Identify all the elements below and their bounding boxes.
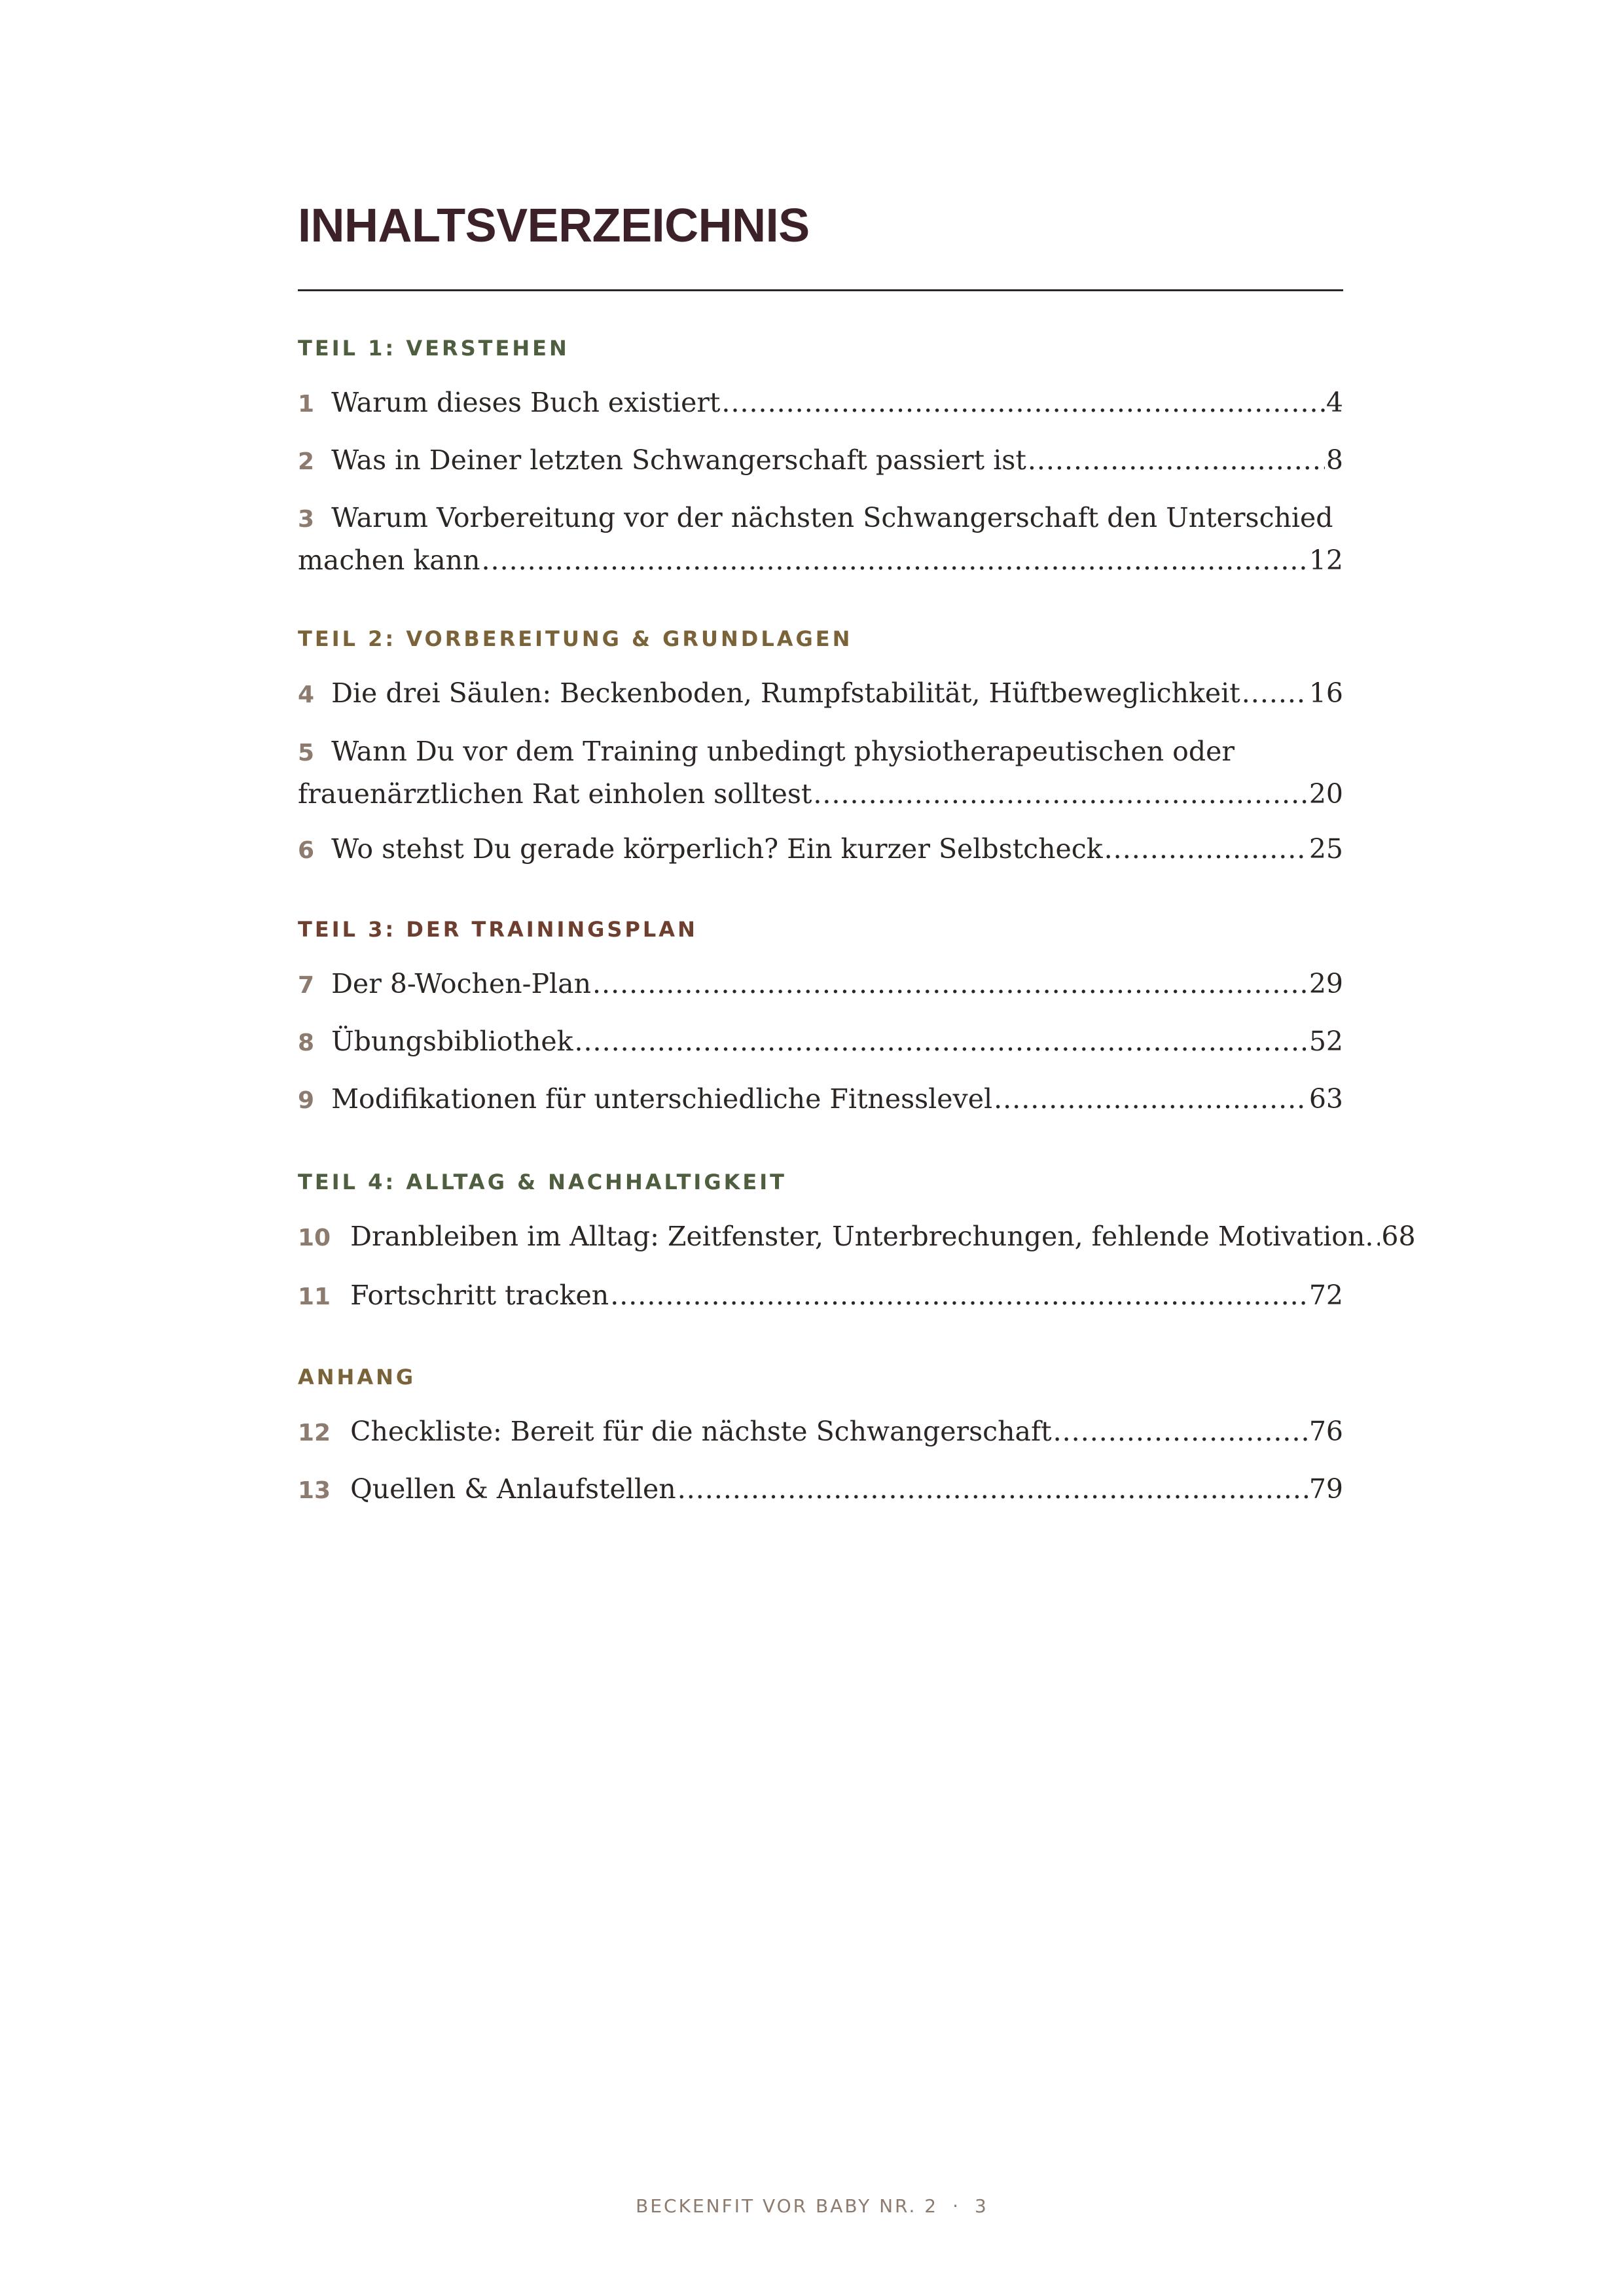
entry-title: Übungsbibliothek [331, 1026, 573, 1057]
footer-book-title: BECKENFIT VOR BABY NR. 2 [636, 2195, 939, 2217]
toc-entry-6[interactable] [298, 829, 1343, 871]
toc-entry-8[interactable] [298, 1021, 1343, 1064]
leader-dots [1375, 1216, 1380, 1257]
entry-page-number: 52 [1308, 1026, 1343, 1057]
leader-dots [1104, 829, 1308, 869]
entry-title: Dranbleiben im Alltag: Zeitfenster, Unterbrechungen, fehlende Motivation. [350, 1221, 1374, 1252]
entry-number: 7 [298, 972, 315, 999]
entry-number: 6 [298, 837, 315, 864]
entry-number: 5 [298, 740, 315, 766]
entry-title: Die drei Säulen: Beckenboden, Rumpfstabilität, Hüftbeweglichkeit [331, 677, 1240, 709]
toc-entry-9[interactable] [298, 1079, 1343, 1121]
entry-number: 12 [298, 1420, 331, 1446]
leader-dots [592, 963, 1308, 1004]
entry-title: Checkliste: Bereit für die nächste Schwangerschaft [350, 1416, 1052, 1447]
entry-title: Warum dieses Buch existiert [331, 387, 721, 418]
toc-entry-5[interactable] [298, 731, 1343, 814]
leader-dots [610, 1275, 1308, 1316]
footer-separator: · [952, 2195, 960, 2217]
entry-number: 4 [298, 681, 315, 708]
toc-entry-12[interactable] [298, 1411, 1343, 1454]
entry-title: Quellen & Anlaufstellen [350, 1473, 676, 1505]
entry-page-number: 16 [1308, 677, 1343, 709]
toc-entry-1[interactable] [298, 382, 1343, 425]
entry-page-number: 63 [1308, 1083, 1343, 1115]
section-heading-anhang: ANHANG [298, 1365, 416, 1390]
entry-number: 1 [298, 391, 315, 418]
section-heading-teil-3: TEIL 3: DER TRAININGSPLAN [298, 917, 698, 942]
entry-page-number: 79 [1308, 1473, 1343, 1505]
section-heading-teil-4: TEIL 4: ALLTAG & NACHHALTIGKEIT [298, 1170, 787, 1194]
page-footer [0, 2195, 1624, 2217]
entry-page-number: 20 [1308, 778, 1343, 810]
entry-page-number: 12 [1308, 545, 1343, 576]
entry-title: Der 8-Wochen-Plan [331, 968, 592, 999]
leader-dots [482, 540, 1308, 581]
leader-dots [1242, 673, 1308, 713]
entry-page-number: 29 [1308, 968, 1343, 999]
entry-title-line-1: Wann Du vor dem Training unbedingt physiotherapeutischen oder [331, 736, 1235, 767]
entry-page-number: 4 [1326, 387, 1343, 418]
leader-dots [677, 1469, 1308, 1509]
entry-title-line-1: Warum Vorbereitung vor der nächsten Schwangerschaft den Unterschied [331, 502, 1333, 533]
toc-entry-13[interactable] [298, 1469, 1343, 1511]
toc-entry-2[interactable] [298, 440, 1343, 482]
entry-number: 11 [298, 1283, 331, 1310]
entry-title-line-2: frauenärztlichen Rat einholen solltest [298, 778, 812, 810]
leader-dots [1028, 440, 1325, 480]
section-heading-teil-2: TEIL 2: VORBEREITUNG & GRUNDLAGEN [298, 626, 853, 651]
entry-number: 3 [298, 506, 315, 533]
entry-page-number: 76 [1308, 1416, 1343, 1447]
section-heading-teil-1: TEIL 1: VERSTEHEN [298, 336, 569, 361]
entry-page-number: 8 [1326, 444, 1343, 476]
page-title: INHALTSVERZEICHNIS [298, 200, 810, 252]
entry-title: Was in Deiner letzten Schwangerschaft passiert ist [331, 444, 1026, 476]
leader-dots [994, 1079, 1308, 1119]
title-divider [298, 289, 1343, 291]
footer-page-number: 3 [975, 2195, 988, 2217]
leader-dots [1053, 1411, 1308, 1452]
toc-entry-7[interactable] [298, 963, 1343, 1006]
entry-number: 10 [298, 1225, 331, 1251]
entry-number: 8 [298, 1030, 315, 1056]
entry-number: 9 [298, 1087, 315, 1114]
entry-title: Fortschritt tracken [350, 1280, 609, 1311]
entry-number: 13 [298, 1477, 331, 1504]
entry-page-number: 72 [1308, 1280, 1343, 1311]
toc-entry-4[interactable] [298, 673, 1343, 715]
entry-number: 2 [298, 448, 315, 475]
entry-title-line-2: machen kann [298, 545, 480, 576]
leader-dots [574, 1021, 1307, 1062]
entry-page-number: 25 [1308, 833, 1343, 865]
toc-entry-3[interactable] [298, 497, 1343, 581]
entry-page-number: 68 [1381, 1221, 1416, 1252]
leader-dots [813, 774, 1307, 814]
entry-title: Wo stehst Du gerade körperlich? Ein kurzer Selbstcheck [331, 833, 1103, 865]
toc-entry-10[interactable] [298, 1216, 1416, 1259]
toc-entry-11[interactable] [298, 1275, 1343, 1318]
entry-title: Modifikationen für unterschiedliche Fitnesslevel [331, 1083, 993, 1115]
leader-dots [721, 382, 1325, 423]
